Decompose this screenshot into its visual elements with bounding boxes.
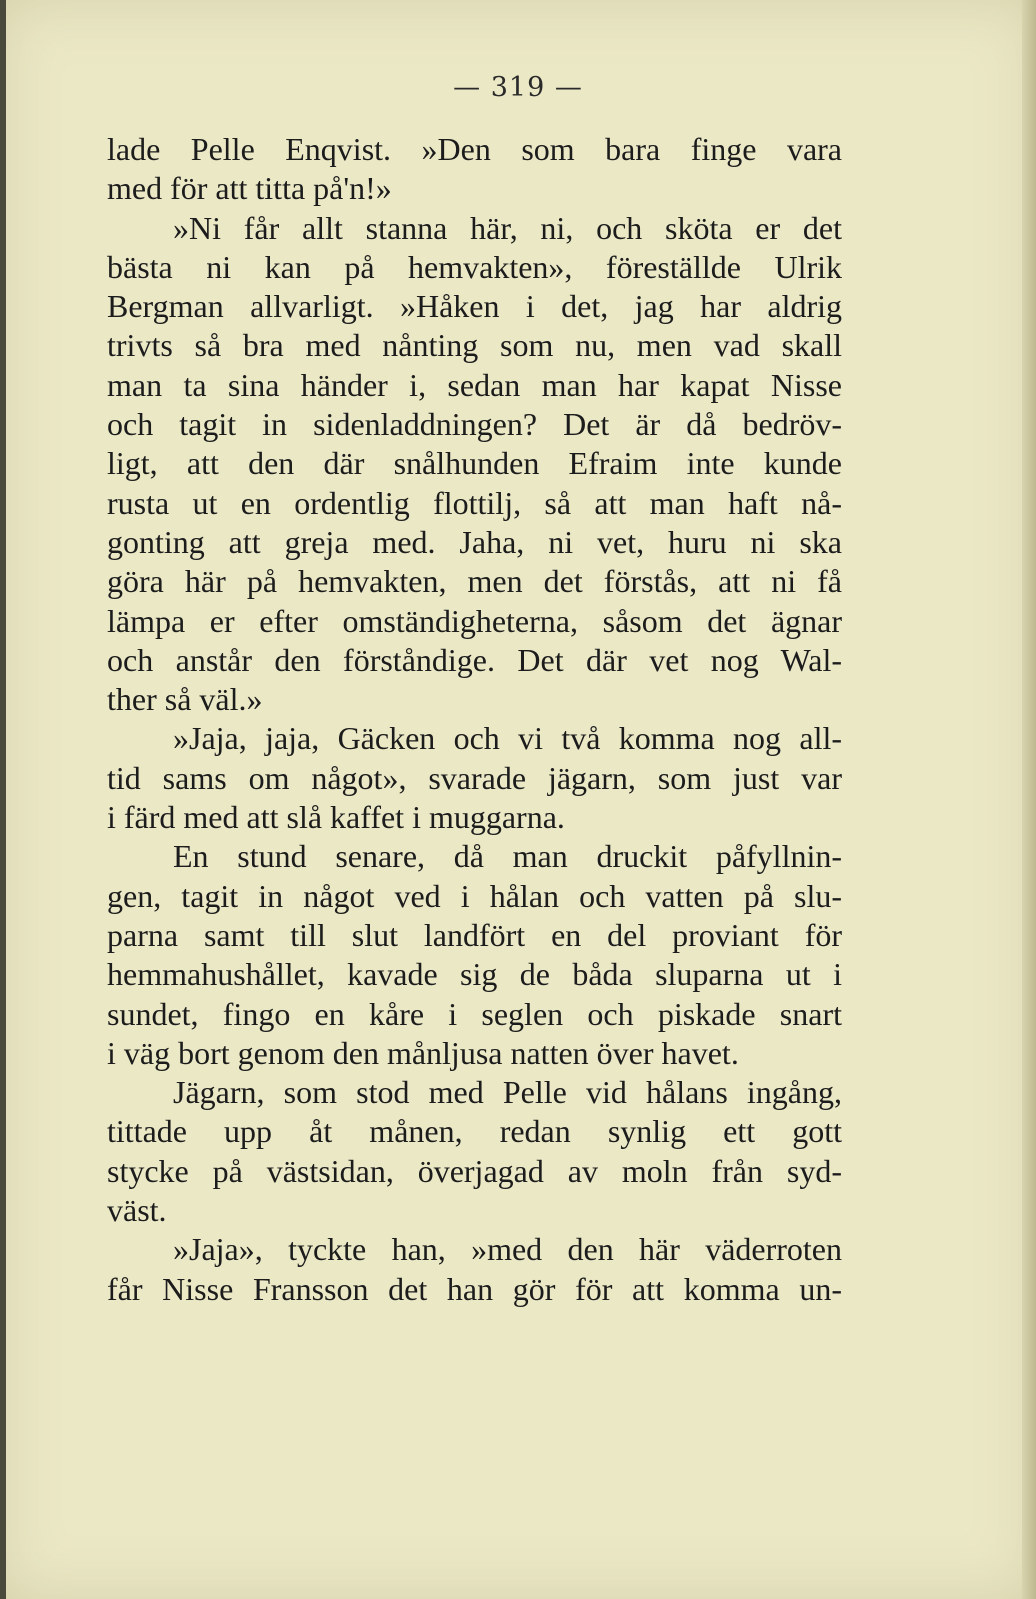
page-left-edge [0,0,6,1599]
text-line: »Jaja», tyckte han, »med den här väderroten [173,1231,842,1268]
text-line: gonting att greja med. Jaha, ni vet, huru ni ska [107,523,842,560]
text-line: parna samt till slut landfört en del proviant för [107,916,842,953]
text-line: En stund senare, då man druckit påfyllnin- [173,838,842,875]
text-line: ligt, att den där snålhunden Efraim inte kunde [107,445,842,482]
text-line: och anstår den förståndige. Det där vet nog Wal- [107,641,842,678]
text-line: Bergman allvarligt. »Håken i det, jag har aldrig [107,288,842,325]
text-line: Jägarn, som stod med Pelle vid hålans ingång, [173,1074,842,1111]
page-right-edge [1022,0,1036,1599]
text-line: »Jaja, jaja, Gäcken och vi två komma nog all- [173,720,842,757]
page-number: — 319 — [453,72,583,103]
text-line: gen, tagit in något ved i hålan och vatten på slu- [107,877,842,914]
text-line: lämpa er efter omständigheterna, såsom det ägnar [107,602,842,639]
text-line: rusta ut en ordentlig flottilj, så att man haft nå- [107,484,842,521]
text-line: tid sams om något», svarade jägarn, som just var [107,759,842,796]
text-line: bästa ni kan på hemvakten», föreställde Ulrik [107,248,842,285]
text-line: stycke på västsidan, överjagad av moln från syd- [107,1152,842,1189]
body-text [107,130,842,1309]
text-line: ther så väl.» [107,681,263,718]
text-line: man ta sina händer i, sedan man har kapat Nisse [107,366,842,403]
text-line: sundet, fingo en kåre i seglen och piskade snart [107,995,842,1032]
text-line: lade Pelle Enqvist. »Den som bara finge vara [107,131,842,167]
text-line: får Nisse Fransson det han gör för att komma un- [107,1270,842,1307]
text-line: i väg bort genom den månljusa natten över havet. [107,1034,739,1071]
text-line: tittade upp åt månen, redan synlig ett gott [107,1113,842,1150]
text-line: »Ni får allt stanna här, ni, och sköta er det [173,209,842,246]
text-line: i färd med att slå kaffet i muggarna. [107,799,565,836]
text-line: med för att titta på'n!» [107,170,392,207]
text-line: göra här på hemvakten, men det förstås, att ni få [107,563,842,600]
text-line: hemmahushållet, kavade sig de båda sluparna ut i [107,956,842,993]
text-line: och tagit in sidenladdningen? Det är då bedröv- [107,406,842,443]
text-line: väst. [107,1192,167,1229]
text-line: trivts så bra med nånting som nu, men vad skall [107,327,842,364]
